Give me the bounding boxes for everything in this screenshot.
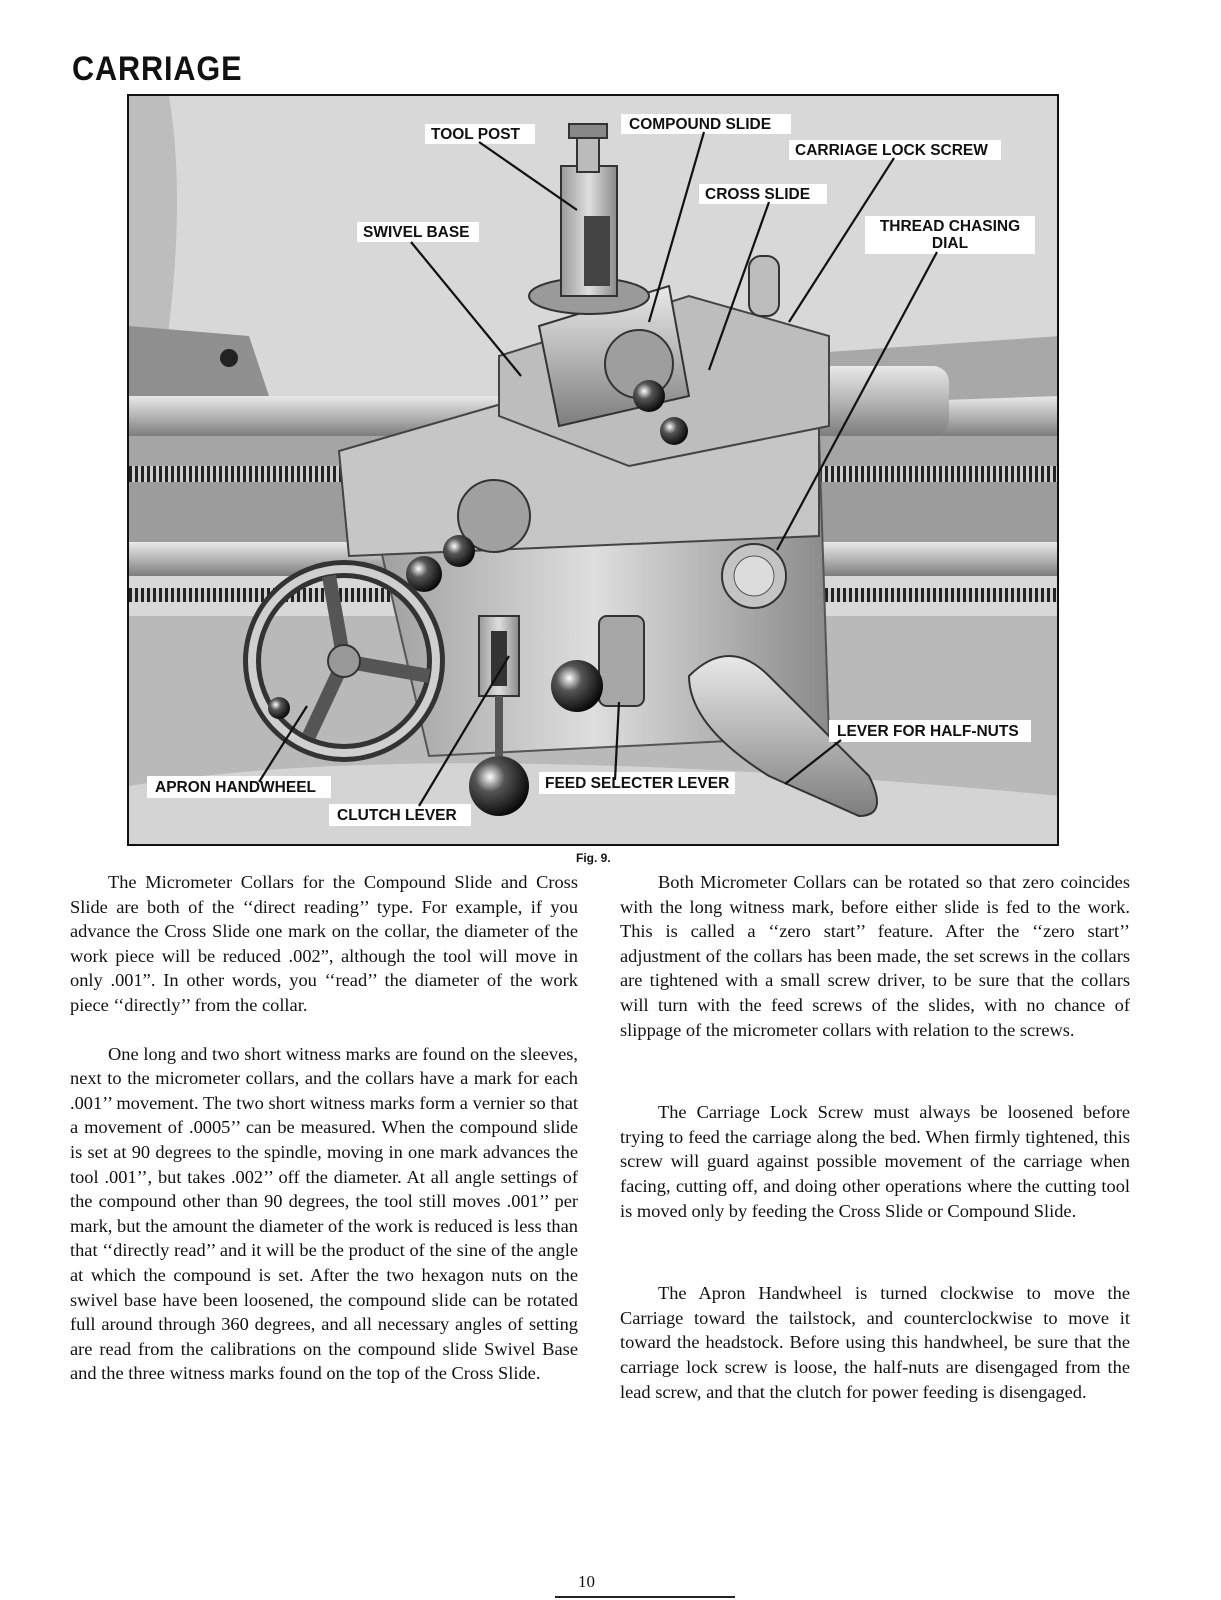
label-tool-post: TOOL POST [431, 126, 520, 143]
right-column [620, 870, 1130, 1404]
label-lever-for-half-nuts: LEVER FOR HALF-NUTS [837, 723, 1019, 740]
paragraph-zero-start: Both Micrometer Collars can be rotated so that zero coincides with the long witness mark, before either slide is fed to the work. This is called a ‘‘zero start’’ feature. After the ‘‘zero start’’ adjustment of the collars has been made, the set screws in the collars are tightened with a small screw driver, to be sure that the collars will turn with the feed screws of the slides, with no chance of slippage of the micrometer collars with relation to the screws. [620, 872, 1130, 1040]
footer-rule [555, 1596, 735, 1598]
page-number: 10 [578, 1572, 595, 1591]
label-thread-chasing-dial: THREAD CHASING DIAL [879, 218, 1021, 252]
label-swivel-base: SWIVEL BASE [363, 224, 470, 241]
label-clutch-lever: CLUTCH LEVER [337, 807, 457, 824]
label-cross-slide: CROSS SLIDE [705, 186, 811, 203]
label-carriage-lock-screw: CARRIAGE LOCK SCREW [795, 142, 988, 159]
carriage-figure [127, 94, 1059, 846]
paragraph-carriage-lock-screw: The Carriage Lock Screw must always be loosened before trying to feed the carriage along the bed. When firmly tightened, this screw will guard against possible movement of the carriage when facing, cutting off, and doing other operations where the cutting tool is moved only by feeding the Cross Slide or Compound Slide. [620, 1102, 1130, 1221]
paragraph-apron-handwheel: The Apron Handwheel is turned clockwise to move the Carriage toward the tailstock, and counterclockwise to move it toward the headstock. Before using this handwheel, be sure that the carriage lock screw is loose, the half-nuts are disengaged from the lead screw, and that the clutch for power feeding is disengaged. [620, 1283, 1130, 1402]
label-apron-handwheel: APRON HANDWHEEL [155, 779, 317, 796]
left-column [70, 870, 578, 1386]
label-compound-slide: COMPOUND SLIDE [629, 116, 772, 133]
figure-caption: Fig. 9. [576, 851, 611, 865]
label-feed-selecter-lever: FEED SELECTER LEVER [545, 775, 730, 792]
page-title: CARRIAGE [72, 50, 243, 88]
paragraph-micrometer-collars: The Micrometer Collars for the Compound Slide and Cross Slide are both of the ‘‘direct reading’’ type. For example, if you advance the Cross Slide one mark on the collar, the diameter of the work piece will be reduced .002”, although the tool will move in only .001”. In other words, you ‘‘read’’ the diameter of the work piece ‘‘directly’’ from the collar. [70, 872, 578, 1015]
paragraph-witness-marks: One long and two short witness marks are found on the sleeves, next to the micrometer collars, and the collars have a mark for each .001’’ movement. The two short witness marks form a vernier so that a movement of .0005’’ can be measured. When the compound slide is set at 90 degrees to the spindle, moving in one mark advances the tool .001’’, but takes .002’’ off the diameter. At all angle settings of the compound other than 90 degrees, the tool still moves .001’’ per mark, but the amount the diameter of the work is reduced is less than that ‘‘directly read’’ and it will be the product of the sine of the angle at which the compound is set. After the two hexagon nuts on the swivel base have been loosened, the compound slide can be rotated full around through 360 degrees, and all necessary angles of setting are read from the calibrations on the compound slide Swivel Base and the three witness marks found on the top of the Cross Slide. [70, 1043, 578, 1384]
